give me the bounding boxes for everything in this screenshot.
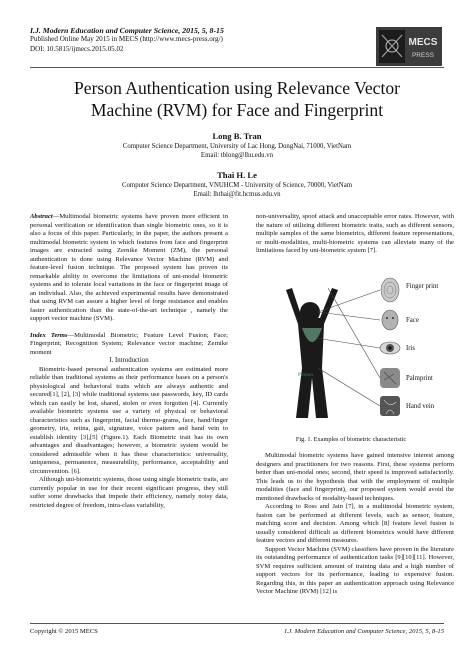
right-column-bottom bbox=[256, 452, 454, 597]
index-terms-label: Index Terms bbox=[30, 331, 68, 339]
figure-label: Finger print bbox=[406, 283, 439, 290]
person-label: Person bbox=[298, 372, 313, 378]
hand-vein-thumb bbox=[380, 396, 400, 416]
body-paragraph: According to Ross and Jain [7], in a multimodal biometric system, fusion can be performed at different levels, such as sensor, feature, matching score and decision. Among which [8] feature level fusion is usually considered difficult as different biometrics would have different feature vectors and different measures. bbox=[256, 503, 454, 544]
author-name: Long B. Tran bbox=[212, 131, 262, 141]
logo-subtext: PRESS bbox=[411, 52, 435, 59]
header-rule bbox=[30, 67, 444, 68]
author-affiliation bbox=[30, 142, 444, 160]
section-heading: I. Introduction bbox=[109, 357, 149, 364]
affiliation-line: Computer Science Department, University of Lac Hong, DongNai, 71000, VietNam bbox=[122, 143, 352, 150]
iris-thumb bbox=[380, 342, 400, 354]
index-terms bbox=[30, 332, 228, 358]
body-paragraph: non-universality, spoof attack and unacceptable error rates. However, with the nature of utilizing different biometric traits, such as different sensors, multiple samples of the same biometrics, different feature representations, or multi-modalities, multi-biometric systems can alleviate many of the limitations faced by uni-biometric system [7]. bbox=[256, 213, 454, 254]
author-name: Thai H. Le bbox=[217, 170, 257, 180]
title-line-1: Person Authentication using Relevance Vector bbox=[73, 78, 401, 98]
body-paragraph: Biometric-based personal authentication systems are estimated more reliable than traditional systems as their performance bases on a person's physiological and behavioral traits which are always authentic and secured[1], [2], [3] while traditional systems use passwords, key, ID cards which can easily be lost, shared, stolen or even forgotten [4]. Currently available biometric systems use a variety of physical or behavioral characteristics such as fingerprint, facial thermo-grams, face, hand/finger geometry, iris, retina, gait, signature, voice pattern and hand vein to establish identity [3],[5] (Figure.1). Each Biometric trait has its own advantages and disadvantages; however, a biometric system would be considered admissible when it has these characteristics: universality, uniqueness, permanence, measurability, performance, acceptability and circumvention. [6]. bbox=[30, 365, 228, 475]
fingerprint-thumb bbox=[381, 278, 399, 302]
left-column bbox=[30, 213, 228, 510]
journal-name: I.J. Modern Education and Computer Science, 2015, 5, 8-15 bbox=[30, 26, 224, 35]
affiliation-line: Computer Science Department, VNUHCM - University of Science, 70000, VietNam bbox=[121, 182, 352, 189]
body-paragraph: Support Vector Machine (SVM) classifiers have proven in the literature its outstanding performance of authentication tasks [9][10][11]. However, SVM requires sufficient amount of training data and a high number of support vectors for its performance, leading to expensive fusion. Regarding this, in this paper an authentication approach using Relevance Vector Machine (RVM) [12] is bbox=[256, 545, 454, 595]
publisher-logo bbox=[376, 27, 442, 66]
logo-text: MECS bbox=[408, 37, 438, 48]
figure-label: Palmprint bbox=[406, 375, 433, 382]
abstract bbox=[30, 213, 228, 324]
abstract-label: Abstract bbox=[30, 213, 53, 220]
footer-journal: I.J. Modern Education and Computer Science, 2015, 5, 8-15 bbox=[284, 628, 444, 635]
title-line-2: Machine (RVM) for Face and Fingerprint bbox=[90, 100, 384, 120]
running-header bbox=[30, 26, 360, 54]
biometrics-figure bbox=[258, 268, 444, 423]
figure-label: Face bbox=[406, 317, 419, 324]
palmprint-thumb bbox=[380, 368, 400, 388]
figure-caption: Fig. 1. Examples of biometric characteristic bbox=[295, 436, 407, 443]
face-thumb bbox=[382, 310, 398, 330]
author-affiliation bbox=[30, 181, 444, 199]
author-email: Email: lhthai@fit.hcmus.edu.vn bbox=[193, 191, 281, 199]
body-paragraph: Multimodal biometric systems have gained intensive interest among designers and practitioners for two reasons. First, these systems perform better than uni-modal ones; second, their speed is improved satisfactorily. This leads us to the hypothesis that with the employment of multiple modalities (face and fingerprint), our proposed system would avoid the mentioned drawbacks of modality-based techniques. bbox=[256, 452, 454, 502]
abstract-text: —Multimodal biometric systems have proven more efficient in personal verification or identification than single biometric ones, so it is also a focus of this paper. Particularly, in the paper, the authors present a multimodal biometric system in which features from face and fingerprint images are extracted using Zernike Moment (ZM), the personal authentication is done using Relevance Vector Machine (RVM) and feature-level fusion technique. The proposed system has proven its remarkable ability to overcome the limitations of uni-modal biometric systems and to tolerate local variations in the face or fingerprint image of an individual. Also, the achieved experimental results have demonstrated that using RVM can assure a higher level of forge resistance and enables faster authentication than the state-of-the-art technique , namely the support vector machine (SVM). bbox=[30, 213, 228, 322]
body-paragraph: Although uni-biometric systems, those using single biometric traits, are currently popular in use for their recent significant progress, they still suffer some drawbacks that impede their efficiency, namely noisy data, restricted degree of freedom, intra-class variability, bbox=[30, 476, 228, 509]
paper-title bbox=[30, 77, 444, 121]
published-line: Published Online May 2015 in MECS (http://www.mecs-press.org/) bbox=[30, 35, 223, 44]
footer-copyright: Copyright © 2015 MECS bbox=[30, 628, 98, 635]
footer-rule bbox=[30, 623, 444, 624]
author-email: Email: tblong@lhu.edu.vn bbox=[200, 152, 274, 160]
figure-label: Hand vein bbox=[406, 403, 435, 410]
right-column-top bbox=[256, 213, 454, 256]
index-terms-text: —Multimodal Biometric; Feature Level Fusion; Face; Fingerprint; Recognition System; Relevance vector machine; Zernike moment bbox=[30, 331, 228, 356]
doi-line: DOI: 10.5815/ijmecs.2015.05.02 bbox=[30, 44, 124, 53]
figure-label: Iris bbox=[406, 345, 416, 352]
